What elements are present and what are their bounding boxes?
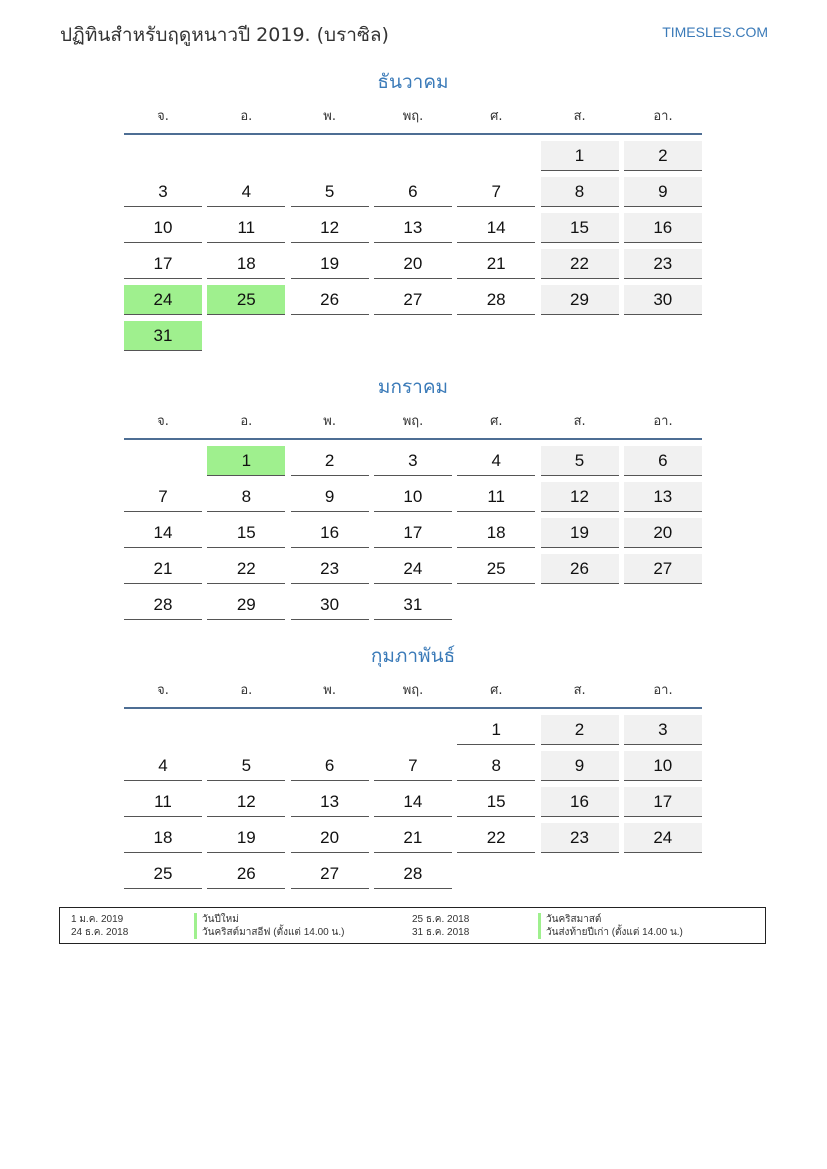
day-cell: 17 — [624, 787, 702, 817]
day-cell: 20 — [374, 249, 452, 279]
weekday-label: ศ. — [490, 109, 503, 124]
day-cell: 18 — [457, 518, 535, 548]
day-cell: 20 — [624, 518, 702, 548]
day-cell: 6 — [291, 751, 369, 781]
weekday-label: พ. — [323, 414, 336, 429]
day-cell: 24 — [374, 554, 452, 584]
day-cell: 13 — [291, 787, 369, 817]
day-cell: 25 — [457, 554, 535, 584]
month-december — [124, 67, 702, 345]
day-cell: 10 — [124, 213, 202, 243]
legend-holiday-name: วันคริสมาสต์ — [538, 913, 601, 926]
month-name: มกราคม — [377, 376, 449, 398]
day-cell: 14 — [124, 518, 202, 548]
day-cell: 9 — [624, 177, 702, 207]
day-cell: 15 — [207, 518, 285, 548]
weekday-label: ส. — [573, 414, 586, 429]
day-cell: 21 — [457, 249, 535, 279]
weekday-label: อ. — [240, 109, 253, 124]
month-january — [124, 372, 702, 614]
weekday-label: จ. — [157, 683, 169, 698]
weekday-label: อ. — [240, 683, 253, 698]
day-cell: 16 — [624, 213, 702, 243]
weekday-label: อ. — [240, 414, 253, 429]
day-cell: 27 — [374, 285, 452, 315]
day-cell: 26 — [207, 859, 285, 889]
day-cell: 29 — [541, 285, 619, 315]
day-cell: 28 — [374, 859, 452, 889]
day-cell: 22 — [541, 249, 619, 279]
day-cell: 31 — [374, 590, 452, 620]
day-cell: 12 — [291, 213, 369, 243]
day-cell: 3 — [624, 715, 702, 745]
holiday-day-cell: 31 — [124, 321, 202, 351]
brand-link[interactable]: TIMESLES.COM — [662, 24, 768, 40]
day-cell: 14 — [457, 213, 535, 243]
weekday-label: อา. — [653, 109, 673, 124]
day-cell: 11 — [124, 787, 202, 817]
day-cell: 27 — [624, 554, 702, 584]
day-cell: 18 — [124, 823, 202, 853]
page-title: ปฏิทินสำหรับฤดูหนาวปี 2019. (บราซิล) — [60, 24, 389, 46]
day-cell: 15 — [541, 213, 619, 243]
weekday-header — [124, 410, 702, 440]
day-cell: 10 — [374, 482, 452, 512]
legend-date: 24 ธ.ค. 2018 — [71, 927, 129, 938]
weekday-label: พ. — [323, 683, 336, 698]
day-cell: 3 — [374, 446, 452, 476]
holiday-day-cell: 25 — [207, 285, 285, 315]
weekday-label: ศ. — [490, 414, 503, 429]
day-cell: 29 — [207, 590, 285, 620]
day-cell: 1 — [457, 715, 535, 745]
legend-date: 31 ธ.ค. 2018 — [412, 927, 470, 938]
day-cell: 10 — [624, 751, 702, 781]
legend-holiday-name: วันปีใหม่ — [194, 913, 239, 926]
day-cell: 7 — [374, 751, 452, 781]
holiday-legend — [59, 907, 766, 944]
day-cell: 3 — [124, 177, 202, 207]
day-cell: 5 — [207, 751, 285, 781]
day-cell: 21 — [374, 823, 452, 853]
day-cell: 18 — [207, 249, 285, 279]
day-cell: 4 — [207, 177, 285, 207]
day-cell: 23 — [624, 249, 702, 279]
weekday-label: ส. — [573, 683, 586, 698]
day-cell: 22 — [207, 554, 285, 584]
day-cell: 27 — [291, 859, 369, 889]
day-cell: 16 — [541, 787, 619, 817]
day-cell: 19 — [207, 823, 285, 853]
month-february — [124, 641, 702, 883]
day-cell: 21 — [124, 554, 202, 584]
day-cell: 30 — [291, 590, 369, 620]
day-cell: 1 — [541, 141, 619, 171]
day-cell: 25 — [124, 859, 202, 889]
day-cell: 15 — [457, 787, 535, 817]
day-cell: 8 — [207, 482, 285, 512]
day-cell: 5 — [541, 446, 619, 476]
day-cell: 9 — [541, 751, 619, 781]
weekday-label: ส. — [573, 109, 586, 124]
weekday-label: อา. — [653, 683, 673, 698]
weekday-header — [124, 679, 702, 709]
day-cell: 23 — [291, 554, 369, 584]
day-cell: 17 — [124, 249, 202, 279]
weekday-label: พฤ. — [402, 109, 424, 124]
day-cell: 28 — [457, 285, 535, 315]
day-cell: 7 — [457, 177, 535, 207]
month-name: กุมภาพันธ์ — [370, 645, 456, 667]
day-cell: 2 — [541, 715, 619, 745]
day-cell: 8 — [541, 177, 619, 207]
day-cell: 11 — [207, 213, 285, 243]
holiday-day-cell: 24 — [124, 285, 202, 315]
day-cell: 30 — [624, 285, 702, 315]
day-cell: 19 — [291, 249, 369, 279]
day-cell: 12 — [541, 482, 619, 512]
day-cell: 8 — [457, 751, 535, 781]
day-cell: 20 — [291, 823, 369, 853]
weekday-label: จ. — [157, 414, 169, 429]
day-cell: 4 — [457, 446, 535, 476]
day-cell: 22 — [457, 823, 535, 853]
day-cell: 17 — [374, 518, 452, 548]
month-name: ธันวาคม — [377, 71, 449, 93]
weekday-header — [124, 105, 702, 135]
day-cell: 19 — [541, 518, 619, 548]
day-cell: 28 — [124, 590, 202, 620]
legend-holiday-name: วันส่งท้ายปีเก่า (ตั้งแต่ 14.00 น.) — [538, 926, 683, 939]
weekday-label: จ. — [157, 109, 169, 124]
day-cell: 13 — [624, 482, 702, 512]
legend-holiday-name: วันคริสต์มาสอีฟ (ตั้งแต่ 14.00 น.) — [194, 926, 344, 939]
day-cell: 12 — [207, 787, 285, 817]
day-cell: 11 — [457, 482, 535, 512]
day-cell: 4 — [124, 751, 202, 781]
weekday-label: อา. — [653, 414, 673, 429]
day-cell: 14 — [374, 787, 452, 817]
weekday-label: พฤ. — [402, 683, 424, 698]
day-cell: 6 — [624, 446, 702, 476]
weekday-label: พ. — [323, 109, 336, 124]
day-cell: 26 — [541, 554, 619, 584]
day-cell: 7 — [124, 482, 202, 512]
day-cell: 26 — [291, 285, 369, 315]
day-cell: 6 — [374, 177, 452, 207]
legend-date: 25 ธ.ค. 2018 — [412, 914, 470, 925]
holiday-day-cell: 1 — [207, 446, 285, 476]
day-cell: 5 — [291, 177, 369, 207]
day-cell: 23 — [541, 823, 619, 853]
weekday-label: ศ. — [490, 683, 503, 698]
day-cell: 9 — [291, 482, 369, 512]
day-cell: 24 — [624, 823, 702, 853]
day-cell: 16 — [291, 518, 369, 548]
day-cell: 2 — [624, 141, 702, 171]
day-cell: 2 — [291, 446, 369, 476]
day-cell: 13 — [374, 213, 452, 243]
legend-date: 1 ม.ค. 2019 — [71, 914, 124, 925]
weekday-label: พฤ. — [402, 414, 424, 429]
